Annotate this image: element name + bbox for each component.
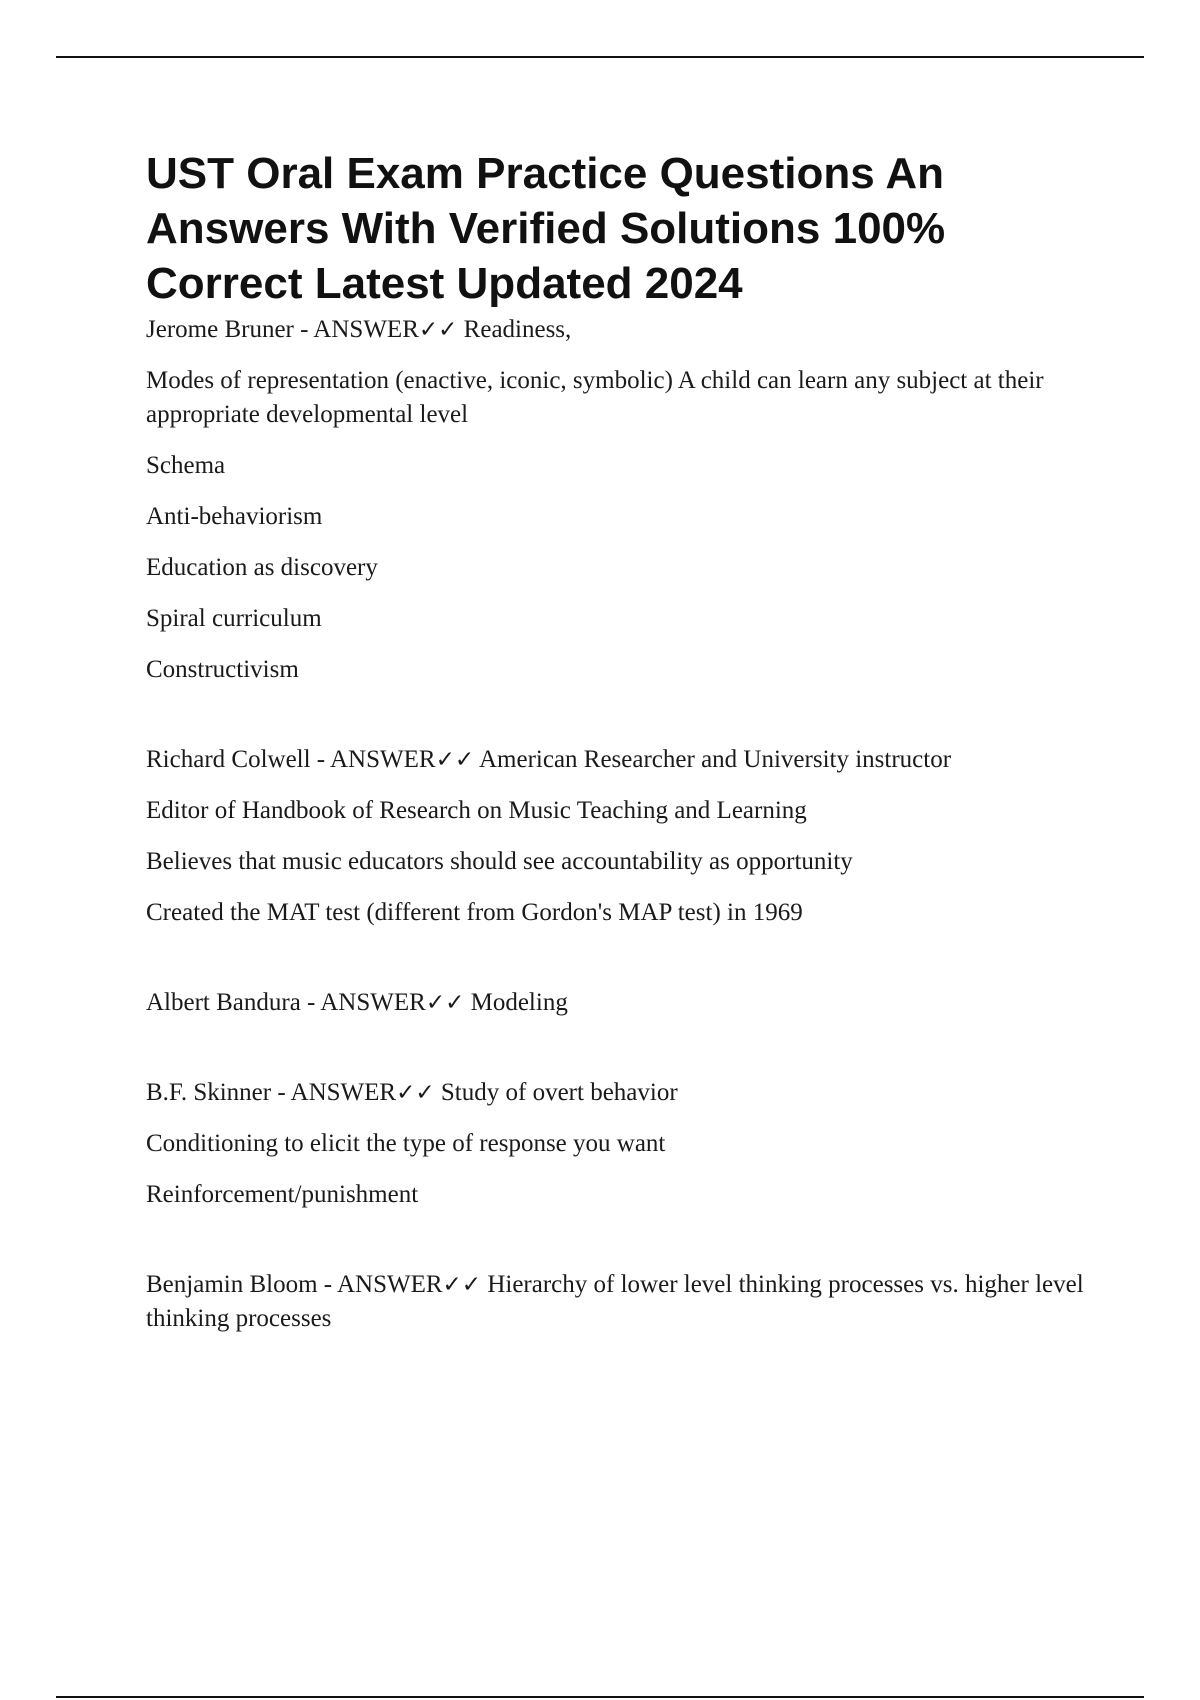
document-title: UST Oral Exam Practice Questions An Answers With Verified Solutions 100% Correct Latest Updated 2024 xyxy=(146,149,946,308)
answer-line: Reinforcement/punishment xyxy=(146,1181,419,1208)
qa-question-line xyxy=(146,743,1086,777)
qa-entry xyxy=(146,986,1086,1020)
qa-answer: American Researcher and University instructor xyxy=(474,746,952,773)
qa-term: Richard Colwell - ANSWER xyxy=(146,746,436,773)
qa-question-line xyxy=(146,986,1086,1020)
check-icon: ✓✓ xyxy=(435,747,475,773)
answer-line: Created the MAT test (different from Gordon's MAP test) in 1969 xyxy=(146,899,803,926)
check-icon: ✓✓ xyxy=(396,1080,435,1106)
qa-entry xyxy=(146,1268,1086,1336)
qa-answer: Modeling xyxy=(464,989,568,1016)
qa-term: B.F. Skinner - ANSWER xyxy=(146,1079,397,1106)
qa-answer: Hierarchy of lower level thinking processes vs. higher level thinking processes xyxy=(146,1271,1084,1332)
qa-entry xyxy=(146,743,1086,930)
qa-entry xyxy=(146,313,1086,687)
qa-answer: Study of overt behavior xyxy=(434,1079,678,1106)
document-body xyxy=(146,146,1086,1336)
answer-line: Editor of Handbook of Research on Music Teaching and Learning xyxy=(146,797,807,824)
bottom-rule xyxy=(56,1696,1144,1698)
top-rule xyxy=(56,56,1144,58)
check-icon: ✓✓ xyxy=(442,1272,482,1298)
qa-question-line xyxy=(146,313,1086,347)
qa-term: Jerome Bruner - ANSWER xyxy=(146,316,419,343)
answer-line: Believes that music educators should see accountability as opportunity xyxy=(146,848,853,875)
answer-line: Education as discovery xyxy=(146,554,378,581)
answer-line: Constructivism xyxy=(146,656,299,683)
qa-entry xyxy=(146,1076,1086,1212)
answer-line: Modes of representation (enactive, iconic, symbolic) A child can learn any subject at their appropriate developmental level xyxy=(146,367,1044,428)
qa-term: Benjamin Bloom - ANSWER xyxy=(146,1271,443,1298)
answer-line: Schema xyxy=(146,452,226,479)
check-icon: ✓✓ xyxy=(418,317,458,343)
answer-line: Spiral curriculum xyxy=(146,605,322,632)
qa-answer: Readiness, xyxy=(457,316,572,343)
qa-question-line xyxy=(146,1076,1086,1110)
answer-line: Conditioning to elicit the type of response you want xyxy=(146,1130,666,1157)
answer-line: Anti-behaviorism xyxy=(146,503,323,530)
qa-question-line xyxy=(146,1268,1086,1336)
qa-term: Albert Bandura - ANSWER xyxy=(146,989,426,1016)
check-icon: ✓✓ xyxy=(425,990,465,1016)
